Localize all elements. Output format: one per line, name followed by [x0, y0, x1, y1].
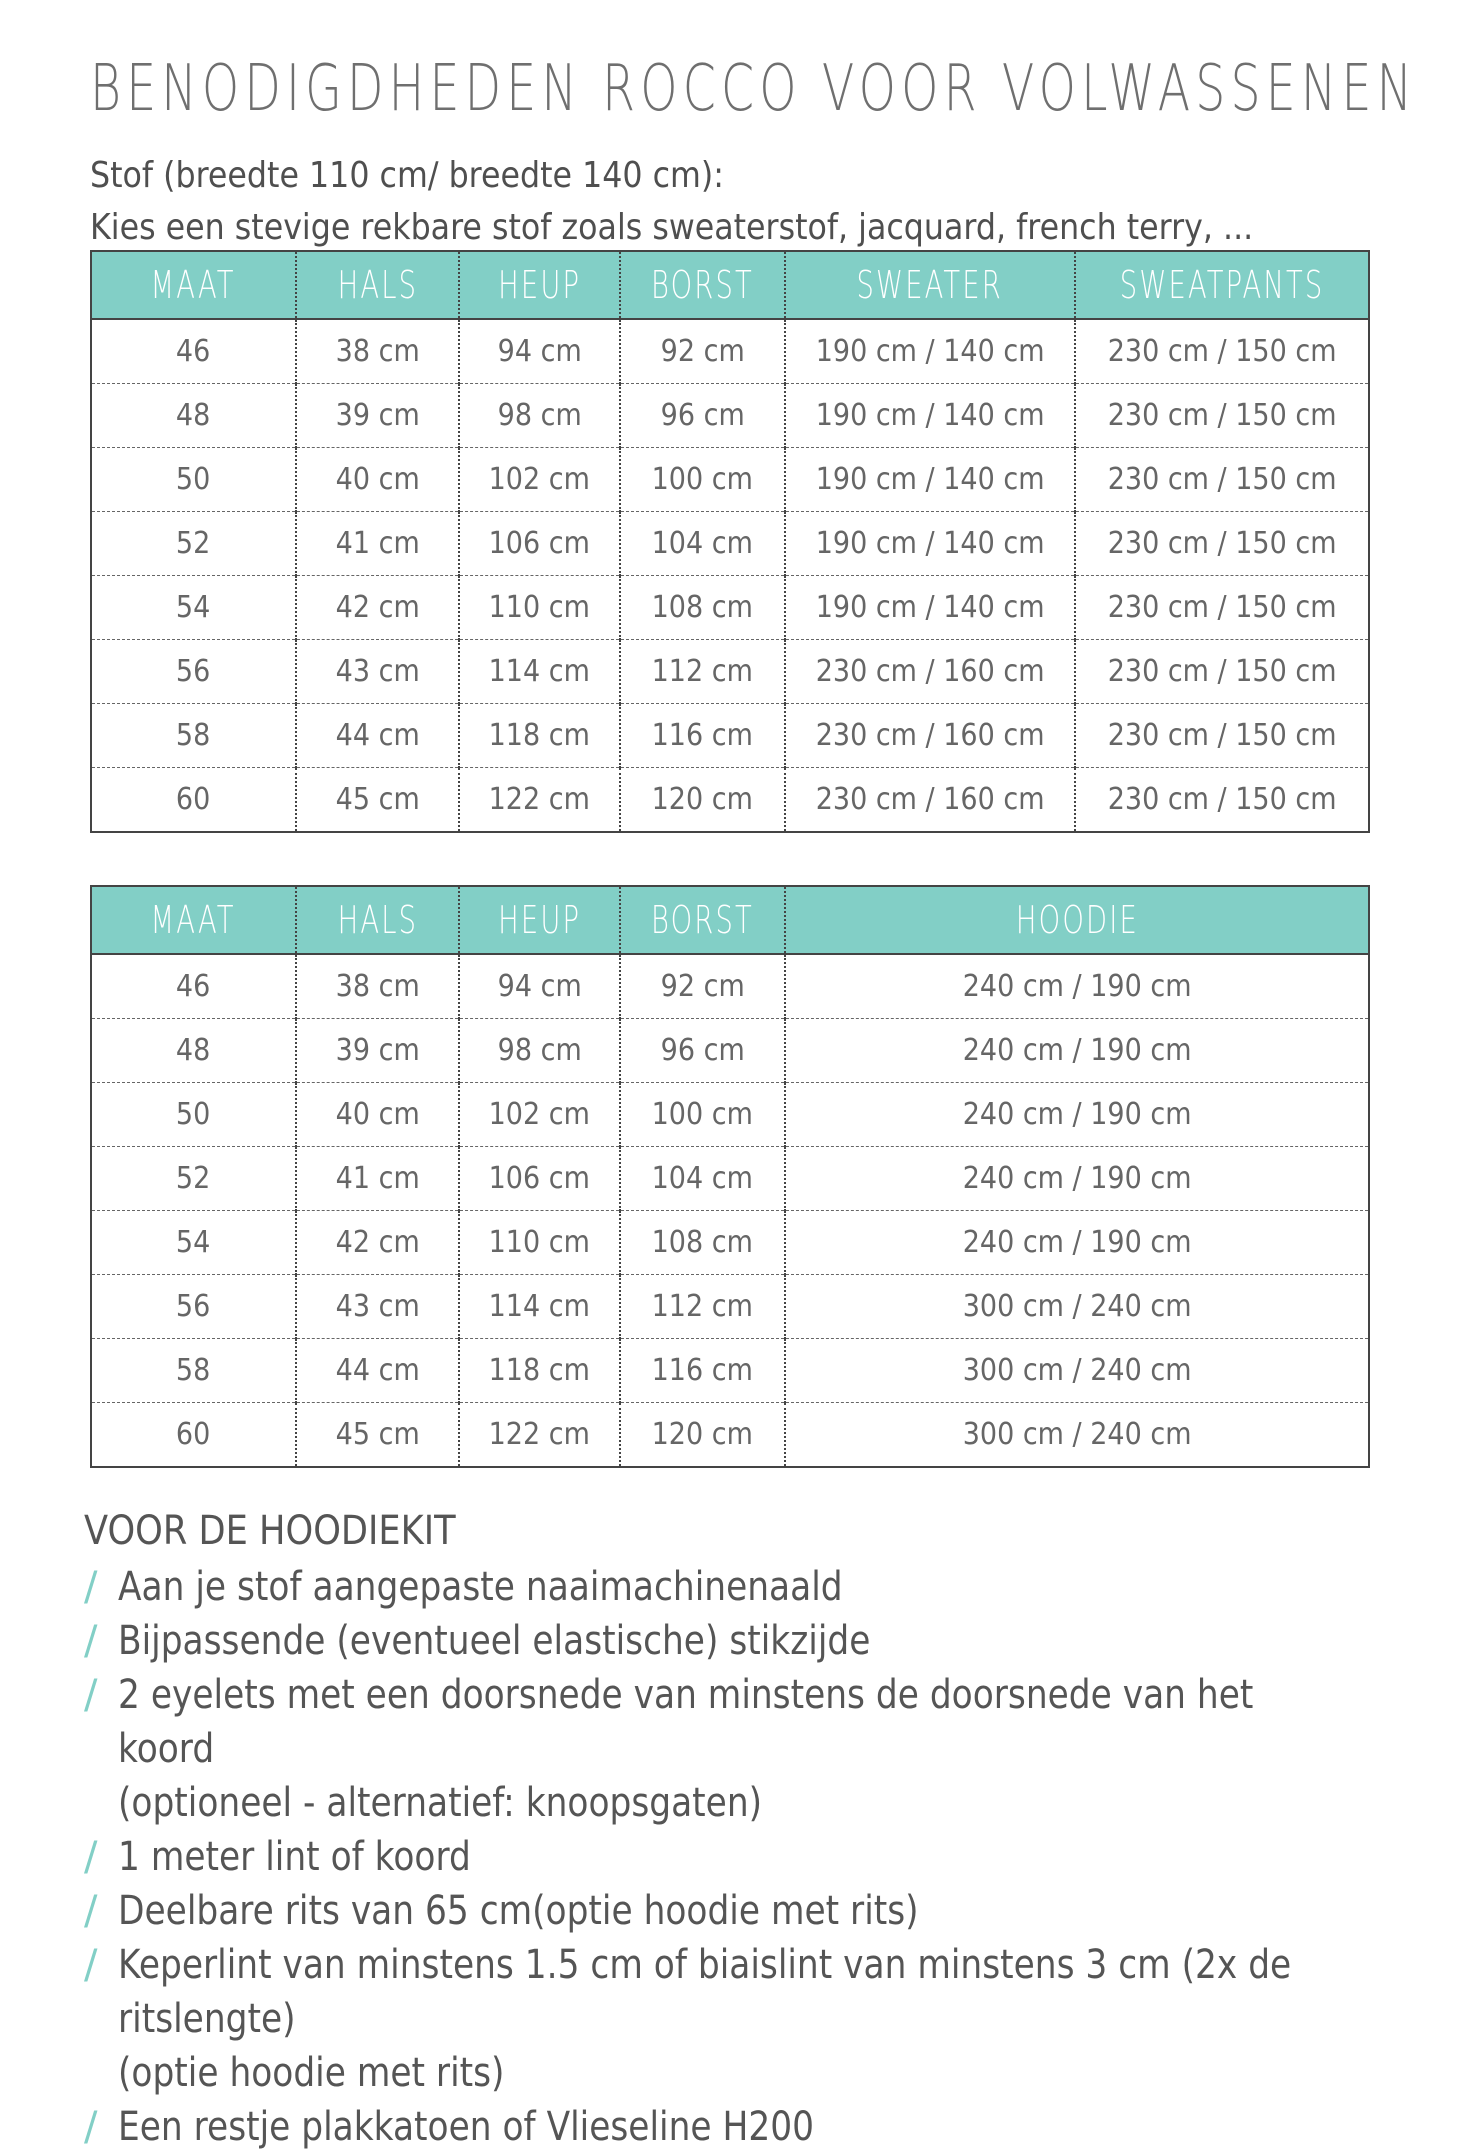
table-cell [296, 1403, 459, 1468]
cell-value: 41 cm [335, 1161, 420, 1196]
cell-value: 96 cm [660, 1033, 745, 1068]
cell-value: 60 [176, 782, 211, 817]
hoodiekit-heading: VOOR DE HOODIEKIT [84, 1508, 456, 1554]
table-cell [785, 1275, 1369, 1339]
cell-value: 94 cm [497, 334, 582, 369]
table-row [91, 1083, 1369, 1147]
cell-value: 98 cm [497, 1033, 582, 1068]
cell-value: 110 cm [488, 1225, 591, 1260]
table-cell [296, 1339, 459, 1403]
cell-value: 100 cm [651, 462, 754, 497]
table-cell [1075, 319, 1369, 384]
cell-value: 54 [176, 1225, 211, 1260]
cell-value: 114 cm [488, 1289, 591, 1324]
cell-value: 44 cm [335, 718, 420, 753]
column-header-label: HALS [337, 898, 418, 942]
list-item-text: Aan je stof aangepaste naaimachinenaald [118, 1564, 843, 1610]
cell-value: 38 cm [335, 969, 420, 1004]
table-cell [620, 1339, 785, 1403]
table-cell [785, 576, 1075, 640]
table-cell [620, 1083, 785, 1147]
cell-value: 120 cm [651, 1417, 754, 1452]
table-cell [91, 640, 296, 704]
cell-value: 240 cm / 190 cm [962, 1097, 1192, 1132]
table-cell [91, 512, 296, 576]
cell-value: 106 cm [488, 526, 591, 561]
cell-value: 46 [176, 334, 211, 369]
cell-value: 230 cm / 150 cm [1107, 654, 1337, 689]
slash-bullet: / [84, 1618, 98, 1664]
table-cell [785, 1083, 1369, 1147]
table-cell [91, 1147, 296, 1211]
cell-value: 96 cm [660, 398, 745, 433]
table-cell [785, 1211, 1369, 1275]
column-header-hals [296, 251, 459, 319]
table-cell [91, 1339, 296, 1403]
table-cell [296, 319, 459, 384]
table-row [91, 1403, 1369, 1468]
table-cell [459, 704, 620, 768]
cell-value: 54 [176, 590, 211, 625]
cell-value: 190 cm / 140 cm [815, 462, 1045, 497]
table-cell [296, 576, 459, 640]
cell-value: 112 cm [651, 1289, 754, 1324]
list-item-text: Een restje plakkatoen of Vlieseline H200 [118, 2104, 815, 2150]
table-cell [296, 1275, 459, 1339]
table-cell [91, 704, 296, 768]
cell-value: 230 cm / 150 cm [1107, 718, 1337, 753]
table-cell [459, 1019, 620, 1083]
cell-value: 100 cm [651, 1097, 754, 1132]
hoodiekit-list [84, 1560, 1463, 2154]
table-cell [785, 640, 1075, 704]
table-cell [91, 1083, 296, 1147]
cell-value: 116 cm [651, 1353, 754, 1388]
table-row [91, 1339, 1369, 1403]
table-cell [785, 319, 1075, 384]
table-cell [620, 640, 785, 704]
table-cell [620, 768, 785, 833]
cell-value: 230 cm / 160 cm [815, 782, 1045, 817]
table-cell [459, 1211, 620, 1275]
table-cell [785, 1339, 1369, 1403]
cell-value: 190 cm / 140 cm [815, 334, 1045, 369]
cell-value: 42 cm [335, 590, 420, 625]
table-cell [296, 704, 459, 768]
column-header-label: BORST [651, 263, 754, 307]
table-cell [459, 576, 620, 640]
table-cell [91, 448, 296, 512]
cell-value: 110 cm [488, 590, 591, 625]
table-cell [785, 768, 1075, 833]
table-cell [459, 640, 620, 704]
list-item [84, 2100, 1463, 2154]
cell-value: 104 cm [651, 1161, 754, 1196]
table-cell [785, 448, 1075, 512]
table-row [91, 768, 1369, 833]
table-cell [459, 1083, 620, 1147]
list-item-text: Deelbare rits van 65 cm(optie hoodie met rits) [118, 1888, 919, 1934]
table-cell [91, 319, 296, 384]
cell-value: 106 cm [488, 1161, 591, 1196]
table-row [91, 1147, 1369, 1211]
list-item [84, 1884, 1463, 1938]
cell-value: 52 [176, 1161, 211, 1196]
table-cell [296, 1083, 459, 1147]
table-cell [91, 1211, 296, 1275]
cell-value: 92 cm [660, 969, 745, 1004]
cell-value: 42 cm [335, 1225, 420, 1260]
cell-value: 230 cm / 160 cm [815, 718, 1045, 753]
cell-value: 56 [176, 1289, 211, 1324]
table-cell [459, 1275, 620, 1339]
table-header-row [91, 886, 1369, 954]
cell-value: 300 cm / 240 cm [962, 1417, 1192, 1452]
cell-value: 108 cm [651, 590, 754, 625]
cell-value: 60 [176, 1417, 211, 1452]
cell-value: 300 cm / 240 cm [962, 1289, 1192, 1324]
cell-value: 58 [176, 718, 211, 753]
table-cell [1075, 384, 1369, 448]
cell-value: 240 cm / 190 cm [962, 1225, 1192, 1260]
table-cell [785, 1147, 1369, 1211]
table-cell [1075, 640, 1369, 704]
cell-value: 116 cm [651, 718, 754, 753]
cell-value: 120 cm [651, 782, 754, 817]
column-header-label: SWEATPANTS [1119, 263, 1325, 307]
table-row [91, 1275, 1369, 1339]
column-header-label: HOODIE [1015, 898, 1139, 942]
cell-value: 40 cm [335, 462, 420, 497]
cell-value: 45 cm [335, 1417, 420, 1452]
cell-value: 230 cm / 150 cm [1107, 398, 1337, 433]
cell-value: 122 cm [488, 1417, 591, 1452]
list-item [84, 1830, 1463, 1884]
column-header-label: HEUP [497, 263, 582, 307]
table-cell [620, 448, 785, 512]
cell-value: 40 cm [335, 1097, 420, 1132]
slash-bullet: / [84, 1834, 98, 1880]
table-cell [459, 768, 620, 833]
cell-value: 118 cm [488, 1353, 591, 1388]
table-cell [620, 1275, 785, 1339]
table-cell [620, 319, 785, 384]
cell-value: 56 [176, 654, 211, 689]
column-header-maat [91, 886, 296, 954]
table-cell [620, 1019, 785, 1083]
table-cell [91, 384, 296, 448]
table-cell [620, 384, 785, 448]
table-cell [296, 768, 459, 833]
slash-bullet: / [84, 1888, 98, 1934]
table-cell [459, 448, 620, 512]
table-cell [785, 1403, 1369, 1468]
table-cell [620, 1403, 785, 1468]
table-cell [91, 954, 296, 1019]
cell-value: 108 cm [651, 1225, 754, 1260]
column-header-sweatpants [1075, 251, 1369, 319]
table-header-row [91, 251, 1369, 319]
table-row [91, 954, 1369, 1019]
table-cell [91, 1275, 296, 1339]
cell-value: 43 cm [335, 1289, 420, 1324]
cell-value: 94 cm [497, 969, 582, 1004]
column-header-label: HALS [337, 263, 418, 307]
cell-value: 52 [176, 526, 211, 561]
table-cell [785, 512, 1075, 576]
table-cell [296, 1019, 459, 1083]
table-cell [459, 1403, 620, 1468]
cell-value: 104 cm [651, 526, 754, 561]
cell-value: 114 cm [488, 654, 591, 689]
table-cell [1075, 512, 1369, 576]
list-item [84, 1668, 1463, 1830]
size-table-hoodie [90, 885, 1370, 1468]
list-item-text: Keperlint van minstens 1.5 cm of biaislint van minstens 3 cm (2x de ritslengte) (optie hoodie met rits) [118, 1942, 1292, 2096]
column-header-label: MAAT [150, 898, 237, 942]
table-cell [296, 448, 459, 512]
column-header-heup [459, 251, 620, 319]
table-row [91, 704, 1369, 768]
table-cell [785, 1019, 1369, 1083]
table-cell [296, 384, 459, 448]
table-cell [296, 1211, 459, 1275]
table-cell [459, 384, 620, 448]
table-cell [1075, 768, 1369, 833]
table-cell [296, 1147, 459, 1211]
table-cell [1075, 704, 1369, 768]
table-cell [785, 384, 1075, 448]
cell-value: 39 cm [335, 398, 420, 433]
cell-value: 230 cm / 150 cm [1107, 462, 1337, 497]
cell-value: 92 cm [660, 334, 745, 369]
cell-value: 58 [176, 1353, 211, 1388]
cell-value: 240 cm / 190 cm [962, 1161, 1192, 1196]
column-header-borst [620, 251, 785, 319]
list-item [84, 1560, 1463, 1614]
cell-value: 50 [176, 1097, 211, 1132]
cell-value: 230 cm / 150 cm [1107, 334, 1337, 369]
column-header-hoodie [785, 886, 1369, 954]
intro-fabric-advice: Kies een stevige rekbare stof zoals sweaterstof, jacquard, french terry, ... [90, 207, 1254, 248]
cell-value: 112 cm [651, 654, 754, 689]
cell-value: 122 cm [488, 782, 591, 817]
table-cell [459, 1339, 620, 1403]
cell-value: 46 [176, 969, 211, 1004]
table-cell [296, 640, 459, 704]
table-cell [91, 1403, 296, 1468]
table-cell [620, 576, 785, 640]
table-cell [91, 1019, 296, 1083]
table-row [91, 448, 1369, 512]
table-row [91, 1019, 1369, 1083]
slash-bullet: / [84, 2104, 98, 2150]
list-item [84, 1938, 1463, 2100]
cell-value: 102 cm [488, 462, 591, 497]
cell-value: 230 cm / 150 cm [1107, 526, 1337, 561]
table-row [91, 640, 1369, 704]
table-cell [91, 768, 296, 833]
table-cell [459, 319, 620, 384]
cell-value: 50 [176, 462, 211, 497]
cell-value: 98 cm [497, 398, 582, 433]
cell-value: 230 cm / 150 cm [1107, 590, 1337, 625]
slash-bullet: / [84, 1942, 98, 1988]
table-row [91, 1211, 1369, 1275]
column-header-sweater [785, 251, 1075, 319]
column-header-label: MAAT [150, 263, 237, 307]
cell-value: 240 cm / 190 cm [962, 1033, 1192, 1068]
table-cell [785, 704, 1075, 768]
column-header-label: BORST [651, 898, 754, 942]
intro [90, 150, 1253, 254]
cell-value: 48 [176, 1033, 211, 1068]
column-header-label: SWEATER [856, 263, 1004, 307]
cell-value: 190 cm / 140 cm [815, 526, 1045, 561]
list-item-text: Bijpassende (eventueel elastische) stikzijde [118, 1618, 871, 1664]
list-item-text: 2 eyelets met een doorsnede van minstens de doorsnede van het koord (optioneel - alternatief: knoopsgaten) [118, 1672, 1254, 1826]
cell-value: 48 [176, 398, 211, 433]
cell-value: 190 cm / 140 cm [815, 590, 1045, 625]
table-cell [620, 704, 785, 768]
slash-bullet: / [84, 1564, 98, 1610]
table-cell [296, 954, 459, 1019]
column-header-hals [296, 886, 459, 954]
size-table-sweater-sweatpants [90, 250, 1370, 833]
table-cell [620, 512, 785, 576]
table-cell [620, 954, 785, 1019]
list-item-text: 1 meter lint of koord [118, 1834, 471, 1880]
table-cell [620, 1147, 785, 1211]
cell-value: 44 cm [335, 1353, 420, 1388]
table-cell [620, 1211, 785, 1275]
column-header-heup [459, 886, 620, 954]
column-header-borst [620, 886, 785, 954]
cell-value: 38 cm [335, 334, 420, 369]
cell-value: 43 cm [335, 654, 420, 689]
column-header-maat [91, 251, 296, 319]
table-cell [459, 512, 620, 576]
table-cell [1075, 576, 1369, 640]
cell-value: 118 cm [488, 718, 591, 753]
column-header-label: HEUP [497, 898, 582, 942]
table-row [91, 319, 1369, 384]
table-cell [459, 954, 620, 1019]
cell-value: 45 cm [335, 782, 420, 817]
table-cell [1075, 448, 1369, 512]
cell-value: 300 cm / 240 cm [962, 1353, 1192, 1388]
table-row [91, 512, 1369, 576]
list-item [84, 1614, 1463, 1668]
table-cell [459, 1147, 620, 1211]
cell-value: 102 cm [488, 1097, 591, 1132]
cell-value: 230 cm / 160 cm [815, 654, 1045, 689]
cell-value: 41 cm [335, 526, 420, 561]
cell-value: 240 cm / 190 cm [962, 969, 1192, 1004]
slash-bullet: / [84, 1672, 98, 1718]
cell-value: 230 cm / 150 cm [1107, 782, 1337, 817]
page-title: BENODIGDHEDEN ROCCO VOOR VOLWASSENEN [90, 52, 1418, 126]
table-cell [785, 954, 1369, 1019]
table-cell [91, 576, 296, 640]
cell-value: 39 cm [335, 1033, 420, 1068]
table-cell [296, 512, 459, 576]
cell-value: 190 cm / 140 cm [815, 398, 1045, 433]
table-row [91, 576, 1369, 640]
table-row [91, 384, 1369, 448]
intro-fabric-width: Stof (breedte 110 cm/ breedte 140 cm): [90, 155, 724, 196]
